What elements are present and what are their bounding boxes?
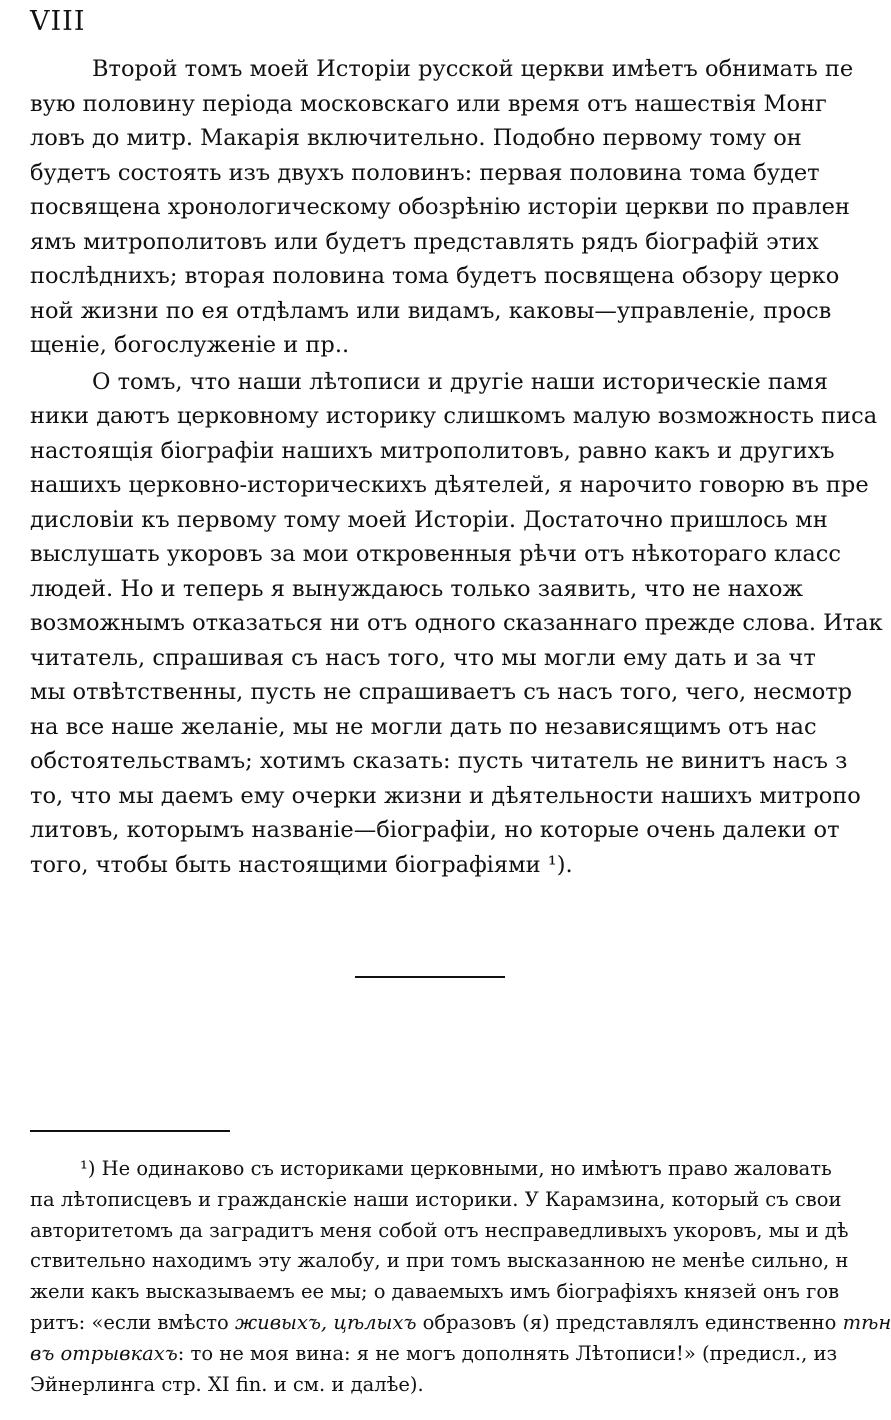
text-line: обстоятельствамъ; хотимъ сказать: пусть читатель не винитъ насъ з [30, 748, 848, 774]
footnote-line [30, 1308, 891, 1339]
footnote-line: жели какъ высказываемъ ее мы; о даваемыхъ имъ біографіяхъ князей онъ гов [30, 1280, 840, 1304]
paragraph-1 [30, 52, 860, 363]
footnote-text: ритъ: «если вмѣсто [30, 1310, 235, 1334]
text-line: настоящія біографіи нашихъ митрополитовъ, равно какъ и другихъ [30, 437, 835, 464]
page-number: VIII [30, 6, 86, 37]
text-line: ловъ до митр. Макарія включительно. Подобно первому тому он [30, 125, 802, 151]
text-line: вую половину періода московскаго или время отъ нашествія Монг [30, 90, 827, 117]
text-line: посвящена хронологическому обозрѣнію исторіи церкви по правлен [30, 194, 850, 220]
footnote-line: ¹) Не одинаково съ историками церковными, но имѣютъ право жаловать [80, 1157, 832, 1180]
text-line: читатель, спрашивая съ насъ того, что мы могли ему дать и за чт [30, 644, 816, 671]
footnote-text: : то не моя вина: я не могъ дополнять Лѣтописи!» (предисл., из [177, 1341, 838, 1365]
footnote-line: авторитетомъ да заградитъ меня собой отъ несправедливыхъ укоровъ, мы и дѣ [30, 1218, 849, 1242]
text-line: того, чтобы быть настоящими біографіями ¹). [30, 851, 573, 878]
text-line: О томъ, что наши лѣтописи и другіе наши историческіе памя [92, 368, 828, 395]
text-line: будетъ состоять изъ двухъ половинъ: первая половина тома будет [30, 159, 820, 186]
section-divider [355, 976, 505, 978]
text-line: ямъ митрополитовъ или будетъ представлять рядъ біографій этих [30, 228, 819, 255]
text-line: послѣднихъ; вторая половина тома будетъ посвящена обзору церко [30, 263, 840, 289]
text-line: Второй томъ моей Исторіи русской церкви имѣетъ обнимать пе [92, 56, 854, 82]
text-line: мы отвѣтственны, пусть не спрашиваетъ съ насъ того, чего, несмотр [30, 679, 853, 705]
footnote-line [30, 1339, 860, 1370]
text-line: то, что мы даемъ ему очерки жизни и дѣятельности нашихъ митропо [30, 782, 861, 809]
text-line: возможнымъ отказаться ни отъ одного сказаннаго прежде слова. Итак [30, 610, 883, 636]
text-line: нашихъ церковно-историческихъ дѣятелей, я нарочито говорю въ пре [30, 472, 869, 498]
text-line: на все наше желаніе, мы не могли дать по независящимъ отъ нас [30, 713, 817, 740]
footnote-text: образовъ (я) представлялъ единственно [416, 1310, 843, 1334]
text-line: людей. Но и теперь я вынуждаюсь только заявить, что не нахож [30, 575, 804, 602]
footnote-line: Эйнерлинга стр. XI fin. и см. и далѣе). [30, 1372, 424, 1396]
text-line: дисловіи къ первому тому моей Исторіи. Достаточно пришлось мн [30, 506, 828, 533]
footnote-divider [30, 1130, 230, 1132]
footnote-italic-text: живыхъ, цѣлыхъ [234, 1310, 417, 1334]
footnote-line: ствительно находимъ эту жалобу, и при томъ высказанною не менѣе сильно, н [30, 1249, 849, 1273]
text-line: щеніе, богослуженіе и пр.. [30, 332, 350, 358]
footnote-italic-text: въ отрывкахъ [30, 1341, 178, 1365]
footnote-italic-text: тѣн [842, 1310, 891, 1334]
main-text [30, 52, 883, 882]
text-line: ной жизни по ея отдѣламъ или видамъ, каковы—управленіе, просв [30, 297, 832, 324]
text-line: ники даютъ церковному историку слишкомъ малую возможность писа [30, 403, 878, 429]
text-line: литовъ, которымъ названіе—біографіи, но которые очень далеки от [30, 817, 840, 843]
footnote-line: па лѣтописцевъ и гражданскіе наши историки. У Карамзина, который съ свои [30, 1187, 842, 1211]
text-line: выслушать укоровъ за мои откровенныя рѣчи отъ нѣкотораго класс [30, 541, 841, 567]
footnote [30, 1154, 891, 1400]
paragraph-2 [30, 365, 883, 883]
